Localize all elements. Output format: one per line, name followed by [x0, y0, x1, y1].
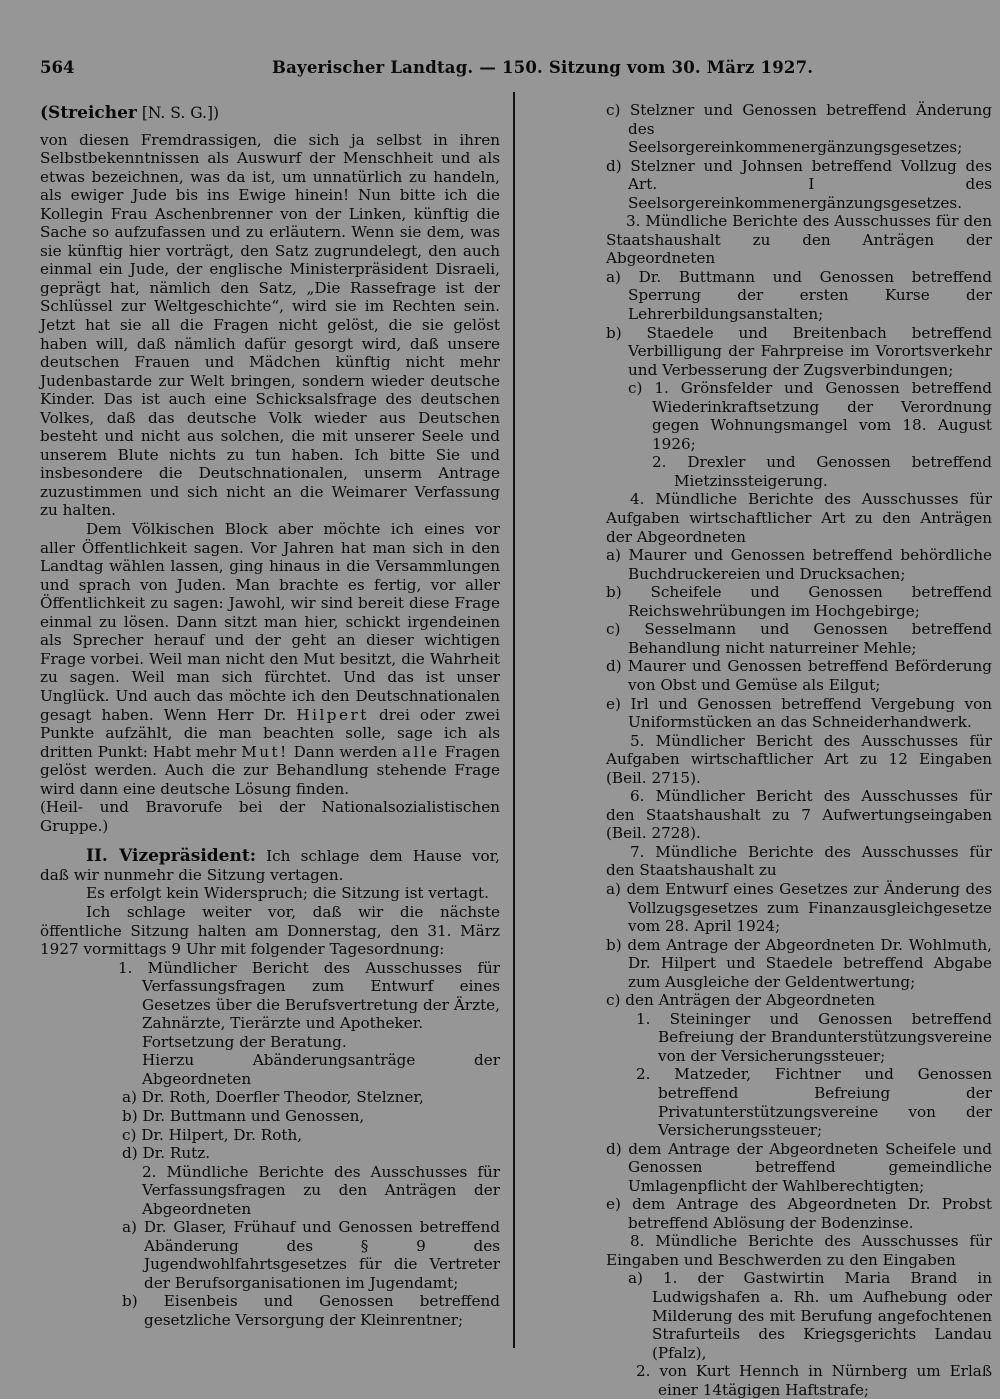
page-number: 564 [40, 58, 75, 77]
speech-paragraph-2 [40, 520, 500, 798]
speech-text: Dann werden [288, 742, 402, 761]
agenda-item-2-c: c) Stelzner und Genossen betreffend Änderung des Seelsorgereinkommenergänzungsgesetzes; [606, 101, 992, 157]
agenda-item-8: 8. Mündliche Berichte des Ausschusses für Eingaben und Beschwerden zu den Eingaben [606, 1232, 992, 1269]
agenda-item-2-a: a) Dr. Glaser, Frühauf und Genossen betreffend Abänderung des § 9 des Jugendwohlfahrtsgesetzes für die Vertreter der Berufsorganisationen im Jugendamt; [122, 1218, 500, 1292]
amendment-d: d) Dr. Rutz. [122, 1144, 211, 1163]
agenda-item-7: 7. Mündliche Berichte des Ausschusses für den Staatshaushalt zu [606, 842, 992, 880]
agenda-item-1-amendments: Hierzu Abänderungsanträge der Abgeordneten [142, 1051, 500, 1088]
agenda-item-7-d: d) dem Antrage der Abgeordneten Scheifele und Genossen betreffend gemeindliche Umlagenpflicht der Wahlberechtigten; [606, 1139, 992, 1195]
agenda-item-3-c2: 2. Drexler und Genossen betreffend Mietzinssteigerung. [652, 453, 992, 490]
agenda-item-5: 5. Mündlicher Bericht des Ausschusses für Aufgaben wirtschaftlicher Art zu 12 Eingaben (Beil. 2715). [606, 731, 992, 787]
speech-text: drei oder zwei Punkte aufzählt, die man beachten solle, sage ich als dritten Punkt: Habt mehr [40, 705, 500, 761]
agenda-item-4: 4. Mündliche Berichte des Ausschusses für Aufgaben wirtschaftlicher Art zu den Anträgen der Abgeordneten [606, 490, 992, 546]
agenda-item-3-a: a) Dr. Buttmann und Genossen betreffend Sperrung der ersten Kurse der Lehrerbildungsanstalten; [606, 267, 992, 324]
speaker-name: (Streicher [40, 103, 137, 123]
next-session-proposal: Ich schlage weiter vor, daß wir die nächste öffentliche Sitzung halten am Donnerstag, den 31. März 1927 vormittags 9 Uhr mit folgender Tagesordnung: [40, 902, 500, 959]
agenda-item-4-d: d) Maurer und Genossen betreffend Beförderung von Obst und Gemüse als Eilgut; [606, 657, 992, 694]
agenda-item-4-b: b) Scheifele und Genossen betreffend Reichswehrübungen im Hochgebirge; [606, 583, 992, 620]
emphasized-word: alle [401, 742, 440, 761]
agenda-item-7-c2: 2. Matzeder, Fichtner und Genossen betreffend Befreiung der Privatunterstützungsvereine von der Versicherungssteuer; [636, 1065, 992, 1140]
speaker-party: [N. S. G.]) [136, 104, 220, 122]
agenda-item-6: 6. Mündlicher Bericht des Ausschusses für den Staatshaushalt zu 7 Aufwertungseingaben (Beil. 2728). [606, 787, 992, 843]
agenda-item-8-a1: a) 1. der Gastwirtin Maria Brand in Ludwigshafen a. Rh. um Aufhebung oder Milderung des mit Berufung angefochtenen Strafurteils des Kriegsgerichts Landau (Pfalz), [628, 1269, 992, 1362]
vice-president-statement [40, 847, 500, 884]
agenda-item-2-b: b) Eisenbeis und Genossen betreffend gesetzliche Versorgung der Kleinrentner; [122, 1292, 500, 1329]
column-divider [513, 92, 515, 1348]
agenda-item-8-a2: 2. von Kurt Hennch in Nürnberg um Erlaß einer 14tägigen Haftstrafe; [636, 1362, 992, 1399]
amendment-c: c) Dr. Hilpert, Dr. Roth, [122, 1125, 303, 1144]
agenda-item-7-a: a) dem Entwurf eines Gesetzes zur Änderung des Vollzugsgesetzes zum Finanzausgleichgesetze vom 28. April 1924; [606, 879, 992, 936]
agenda-item-7-c: c) den Anträgen der Abgeordneten [606, 991, 876, 1010]
agenda-item-3-c1: c) 1. Grönsfelder und Genossen betreffend Wiederinkraftsetzung der Verordnung gegen Wohnungsmangel vom 18. August 1926; [628, 379, 992, 453]
amendment-a: a) Dr. Roth, Doerfler Theodor, Stelzner, [122, 1088, 424, 1107]
agenda-item-1: 1. Mündlicher Bericht des Ausschusses für Verfassungsfragen zum Entwurf eines Gesetzes über die Berufsvertretung der Ärzte, Zahnärzte, Tierärzte und Apotheker. [118, 958, 500, 1033]
agenda-item-2-d: d) Stelzner und Johnsen betreffend Vollzug des Art. I des Seelsorgereinkommenergänzungsgesetzes. [606, 156, 992, 212]
page-header [40, 58, 990, 84]
speaker-line [40, 104, 500, 123]
vice-president-label: II. Vizepräsident: [86, 846, 256, 867]
left-column [40, 104, 500, 1330]
agenda-item-7-b: b) dem Antrage der Abgeordneten Dr. Wohlmuth, Dr. Hilpert und Staedele betreffend Abgabe zum Ausgleiche der Geldentwertung; [606, 935, 992, 991]
amendment-b: b) Dr. Buttmann und Genossen, [122, 1106, 365, 1125]
applause-note: (Heil- und Bravorufe bei der Nationalsozialistischen Gruppe.) [40, 798, 500, 835]
speech-text: Fragen gelöst werden. Auch die zur Behandlung stehende Frage wird dann eine deutsche Lösung finden. [40, 742, 500, 798]
emphasized-word: Mut! [241, 742, 289, 761]
emphasized-name: Hilpert [296, 705, 369, 724]
agenda-item-3-b: b) Staedele und Breitenbach betreffend Verbilligung der Fahrpreise im Vorortsverkehr und Verbesserung der Zugsverbindungen; [606, 323, 992, 379]
speech-paragraph-1: von diesen Fremdrassigen, die sich ja selbst in ihren Selbstbekenntnissen als Auswurf der Menschheit und als etwas bezeichnen, was da ist, um unnatürlich zu handeln, als ewiger Jude bis ins Ewige hinein! Nun bitte ich die Kollegin Frau Aschenbrenner von der Linken, künftig die Sache so aufzufassen und zu erläutern. Wenn sie dem, was sie künftig hier vorträgt, den Satz zugrundelegt, den auch einmal ein Jude, der englische Ministerpräsident Disraeli, geprägt hat, nämlich den Satz, „Die Rassefrage ist der Schlüssel zur Weltgeschichte“, wird sie im Rechten sein. Jetzt hat sie all die Fragen nicht gelöst, die sie gelöst haben will, daß nämlich dafür gesorgt wird, daß unsere deutschen Frauen und Mädchen künftig nicht mehr Judenbastarde zur Welt bringen, sondern wieder deutsche Kinder. Das ist auch eine Schicksalsfrage des deutschen Volkes, daß das deutsche Volk wieder aus Deutschen besteht und nicht aus solchen, die mit unserer Seele und unserem Blute nichts zu tun haben. Ich bitte Sie und insbesondere die Deutschnationalen, unserm Antrage zuzustimmen und sich nicht an die Weimarer Verfassung zu halten. [40, 130, 500, 520]
right-column [606, 101, 992, 1399]
agenda-item-7-c1: 1. Steininger und Genossen betreffend Befreiung der Brandunterstützungsvereine von der Versicherungssteuer; [636, 1009, 992, 1065]
agenda-item-3: 3. Mündliche Berichte des Ausschusses für den Staatshaushalt zu den Anträgen der Abgeordneten [606, 212, 992, 268]
agenda-item-2: 2. Mündliche Berichte des Ausschusses für Verfassungsfragen zu den Anträgen der Abgeordneten [142, 1162, 500, 1218]
running-title: Bayerischer Landtag. — 150. Sitzung vom 30. März 1927. [272, 58, 814, 77]
agenda-item-1-continuation: Fortsetzung der Beratung. [142, 1032, 347, 1051]
agenda-item-4-c: c) Sesselmann und Genossen betreffend Behandlung nicht naturreiner Mehle; [606, 620, 992, 657]
agenda-item-4-a: a) Maurer und Genossen betreffend behördliche Buchdruckereien und Drucksachen; [606, 546, 992, 583]
agenda-item-7-e: e) dem Antrage des Abgeordneten Dr. Probst betreffend Ablösung der Bodenzinse. [606, 1195, 992, 1232]
speech-text: Dem Völkischen Block aber möchte ich eines vor aller Öffentlichkeit sagen. Vor Jahren hat man sich in den Landtag wählen lassen, ging hinaus in die Versammlungen und sprach von Juden. Man brachte es fertig, vor aller Öffentlichkeit zu sagen: Jawohl, wir sind bereit diese Frage einmal zu lösen. Dann sitzt man hier, schickt irgendeinen als Sprecher herauf und der geht an dieser wichtigen Frage vorbei. Weil man nicht den Mut besitzt, die Wahrheit zu sagen. Weil man sich fürchtet. Und das ist unser Unglück. Und auch das möchte ich den Deutschnationalen gesagt haben. Wenn Herr Dr. [40, 520, 500, 724]
agenda-item-4-e: e) Irl und Genossen betreffend Vergebung von Uniformstücken an das Schneiderhandwerk. [606, 694, 992, 732]
statement-text: Ich schlage dem Hause vor, daß wir nunmehr die Sitzung vertagen. [40, 847, 501, 884]
no-objection-line: Es erfolgt kein Widerspruch; die Sitzung ist vertagt. [86, 884, 489, 903]
